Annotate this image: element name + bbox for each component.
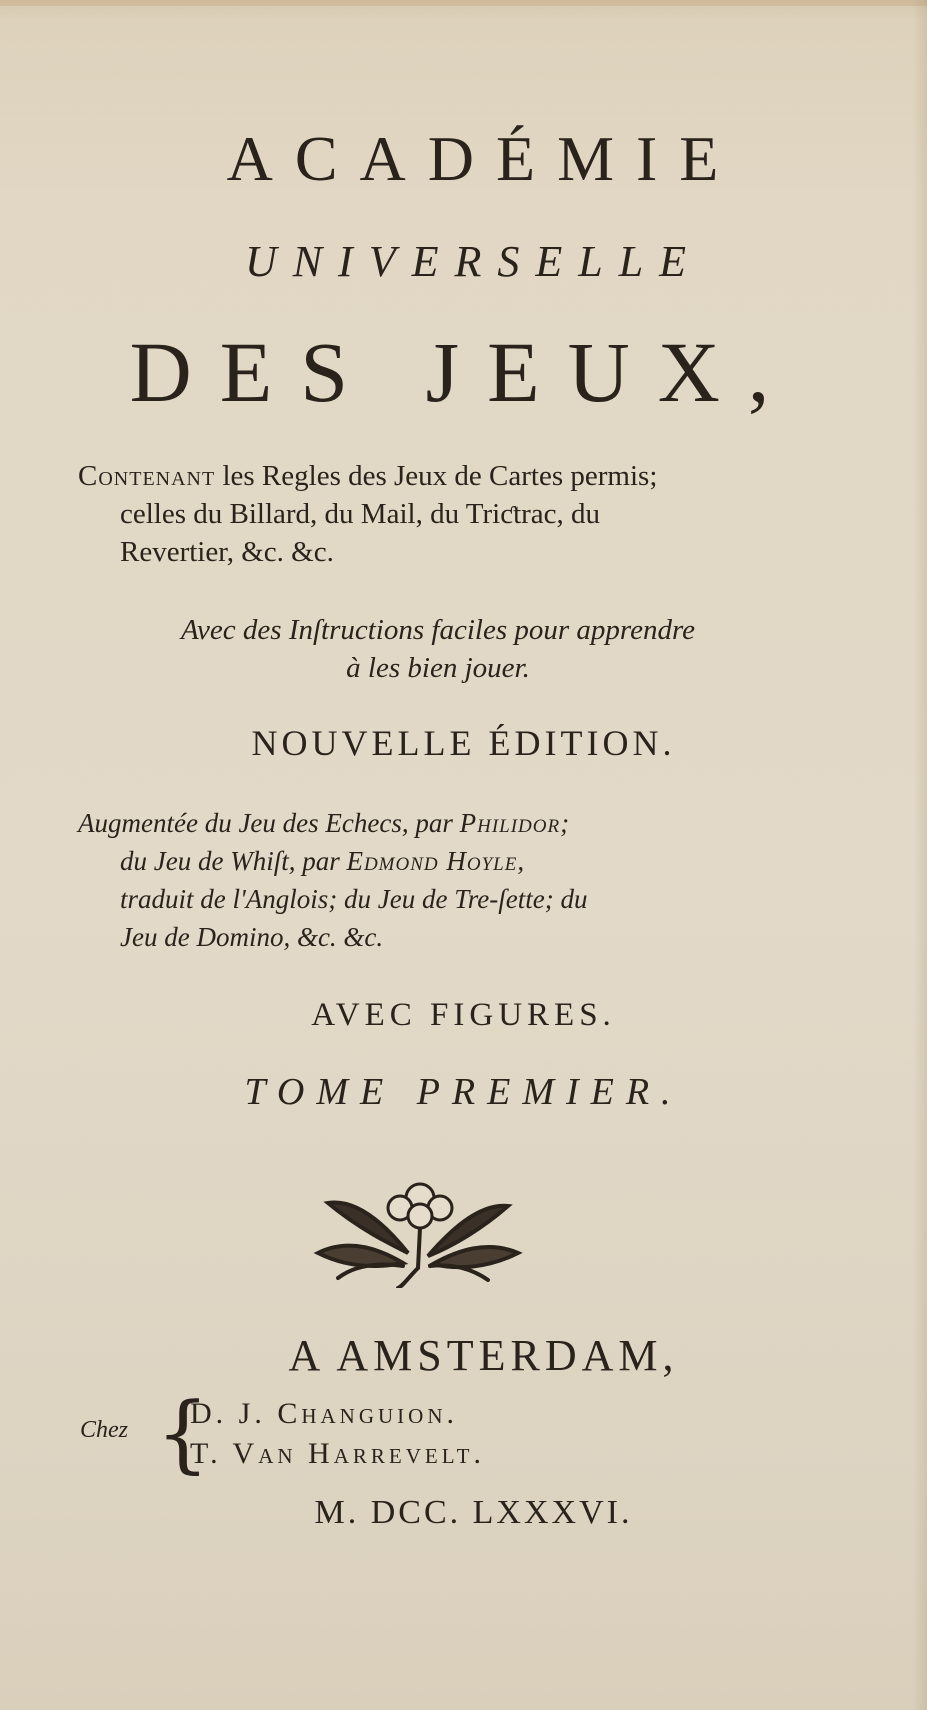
author-hoyle: Edmond Hoyle — [346, 846, 518, 876]
title-line-academie: ACADÉMIE — [226, 123, 741, 194]
augmented-line-2-end: , — [517, 846, 525, 876]
author-philidor: Philidor — [459, 808, 561, 838]
contents-line-3: Revertier, &c. &c. — [120, 536, 334, 568]
floral-ornament-icon — [308, 1168, 528, 1288]
augmented-paragraph — [78, 804, 798, 956]
volume-heading: TOME PREMIER. — [244, 1071, 683, 1113]
augmented-line-3: traduit de l'Anglois; du Jeu de Tre-ſette; du — [120, 884, 588, 914]
publisher-changuion: D. J. Changuion. — [190, 1397, 459, 1430]
augmented-line-2 — [78, 842, 798, 880]
page-top-edge — [0, 0, 927, 6]
instructions-line-1: Avec des Inſtructions faciles pour apprendre — [180, 614, 696, 646]
contents-line-1-text: les Regles des Jeux de Cartes permis; — [215, 460, 658, 492]
augmented-line-2-text: du Jeu de Whiſt, par — [120, 846, 347, 876]
imprint-city: A AMSTERDAM, — [288, 1331, 679, 1380]
imprint-publishers — [80, 1384, 780, 1495]
augmented-line-1-end: ; — [560, 808, 570, 838]
augmented-line-1-text: Augmentée du Jeu des Echecs, par — [78, 808, 460, 838]
instructions-line-2: à les bien jouer. — [346, 652, 530, 684]
figures-heading: AVEC FIGURES. — [311, 997, 616, 1033]
title-line-universelle: UNIVERSELLE — [244, 237, 703, 286]
title-line-des-jeux: DES JEUX, — [129, 324, 798, 420]
imprint-year: M. DCC. LXXXVI. — [314, 1494, 633, 1531]
publisher-van-harrevelt: T. Van Harrevelt. — [190, 1437, 485, 1470]
edition-heading: NOUVELLE ÉDITION. — [251, 723, 676, 763]
brace-icon: { — [156, 1384, 210, 1482]
contents-line-1 — [78, 457, 798, 495]
contents-lead: Contenant — [78, 460, 216, 492]
contents-line-2: celles du Billard, du Mail, du Triƈtrac, du — [120, 498, 601, 530]
instructions-paragraph — [78, 611, 798, 687]
contents-paragraph — [78, 457, 798, 571]
augmented-line-4: Jeu de Domino, &c. &c. — [120, 922, 384, 952]
augmented-line-1 — [78, 804, 798, 842]
imprint-chez: Chez — [80, 1417, 128, 1443]
